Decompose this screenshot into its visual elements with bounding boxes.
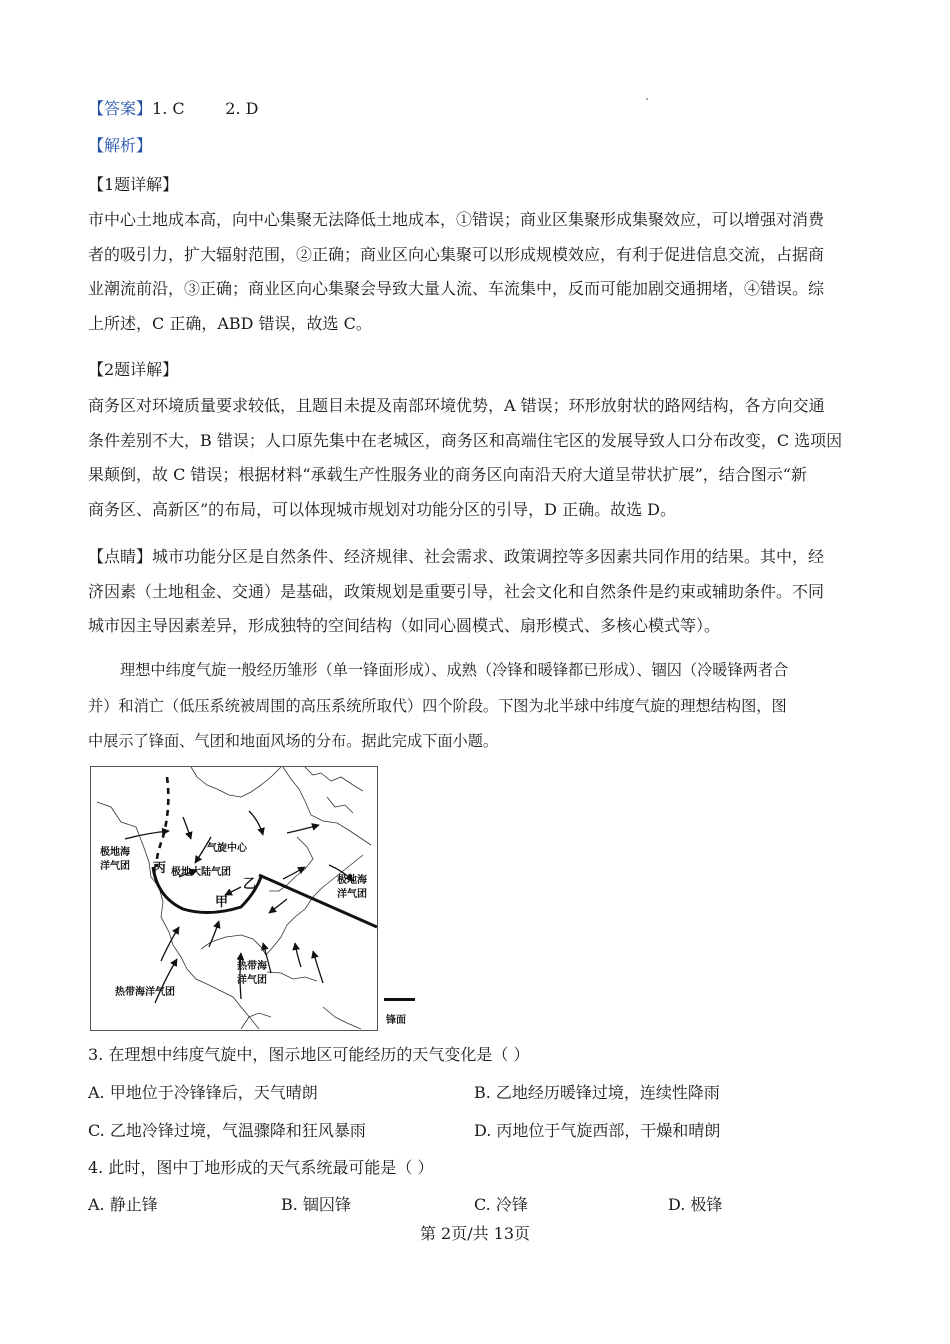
q2-line: 果颠倒，故 C 错误；根据材料“承载生产性服务业的商务区向南沿天府大道呈带状扩展”，结合图示“新: [88, 465, 807, 485]
q3-stem: 3. 在理想中纬度气旋中，图示地区可能经历的天气变化是（ ）: [88, 1045, 530, 1064]
q3-option-b: B. 乙地经历暖锋过境，连续性降雨: [474, 1083, 720, 1102]
map-label-polar-ocean-east-2: 洋气团: [337, 889, 367, 900]
answer-text: 1. C 2. D: [152, 99, 259, 118]
comment-line: 济因素（土地租金、交通）是基础，政策规划是重要引导，社会文化和自然条件是约束或辅助条件。不同: [88, 581, 825, 601]
map-label-jia: 甲: [215, 895, 229, 910]
legend-front-label: 锋面: [386, 1015, 406, 1026]
map-label-polar-ocean-west-2: 洋气团: [100, 861, 130, 872]
material-line: 中展示了锋面、气团和地面风场的分布。据此完成下面小题。: [88, 732, 499, 750]
cyclone-map: [90, 766, 378, 1031]
comment-line: 【点睛】城市功能分区是自然条件、经济规律、社会需求、政策调控等多因素共同作用的结果。其中，经: [88, 547, 825, 566]
map-label-yi: 乙: [243, 877, 257, 892]
map-label-bing: 丙: [153, 861, 167, 876]
q3-option-a: A. 甲地位于冷锋锋后，天气晴朗: [88, 1083, 318, 1102]
scan-dot: [646, 98, 648, 100]
q4-option-c: C. 冷锋: [474, 1195, 528, 1214]
material-line: 理想中纬度气旋一般经历雏形（单一锋面形成）、成熟（冷锋和暖锋都已形成）、锢囚（冷暖锋两者合: [120, 661, 789, 679]
map-label-cyclone-center: 气旋中心: [207, 843, 247, 854]
q1-line: 市中心土地成本高，向中心集聚无法降低土地成本，①错误；商业区集聚形成集聚效应，可以增强对消费: [88, 210, 825, 229]
q1-header: 【1题详解】: [88, 175, 179, 194]
q4-option-b: B. 锢囚锋: [281, 1195, 351, 1214]
q2-line: 条件差别不大，B 错误；人口原先集中在老城区，商务区和高端住宅区的发展导致人口分布改变，C 选项因: [88, 430, 843, 450]
q3-option-d: D. 丙地位于气旋西部，干燥和晴朗: [474, 1121, 721, 1140]
analysis-tag: 【解析】: [88, 136, 153, 155]
page-footer: 第 2页/共 13页: [419, 1224, 531, 1243]
map-label-polar-ocean-east-1: 极地海: [337, 875, 367, 886]
answer-tag: 【答案】: [88, 99, 153, 118]
q1-explanation: [88, 203, 868, 342]
map-label-tropical-ocean-c1: 热带海: [237, 961, 267, 972]
q4-stem: 4. 此时，图中丁地形成的天气系统最可能是（ ）: [88, 1158, 434, 1177]
q2-line: 商务区对环境质量要求较低，且题目未提及南部环境优势，A 错误；环形放射状的路网结构，各方向交通: [88, 396, 825, 415]
legend-front-line: [384, 998, 415, 1001]
answer-line: [88, 99, 258, 119]
comment-line: 城市因主导因素差异，形成独特的空间结构（如同心圆模式、扇形模式、多核心模式等）。: [88, 616, 721, 636]
map-label-tropical-ocean-sw: 热带海洋气团: [115, 987, 175, 998]
map-label-tropical-ocean-c2: 洋气团: [237, 975, 267, 986]
q4-option-a: A. 静止锋: [88, 1195, 158, 1214]
comment-block: [88, 540, 868, 644]
q2-header: 【2题详解】: [88, 360, 179, 379]
map-label-polar-continental: 极地大陆气团: [171, 867, 231, 878]
q1-line: 业潮流前沿，③正确；商业区向心集聚会导致大量人流、车流集中，反而可能加剧交通拥堵，④错误。综: [88, 279, 825, 299]
map-label-polar-ocean-west-1: 极地海: [100, 847, 130, 858]
q3-option-c: C. 乙地冷锋过境，气温骤降和狂风暴雨: [88, 1121, 366, 1140]
q1-line: 上所述，C 正确，ABD 错误，故选 C。: [88, 314, 372, 334]
q4-option-d: D. 极锋: [668, 1195, 723, 1214]
material-line: 并）和消亡（低压系统被周围的高压系统所取代）四个阶段。下图为北半球中纬度气旋的理想结构图，图: [88, 696, 787, 715]
q2-explanation: [88, 389, 868, 528]
material-block: [88, 653, 868, 760]
q1-line: 者的吸引力，扩大辐射范围，②正确；商业区向心集聚可以形成规模效应，有利于促进信息交流，占据商: [88, 244, 825, 264]
q2-line: 商务区、高新区”的布局，可以体现城市规划对功能分区的引导，D 正确。故选 D。: [88, 500, 677, 520]
